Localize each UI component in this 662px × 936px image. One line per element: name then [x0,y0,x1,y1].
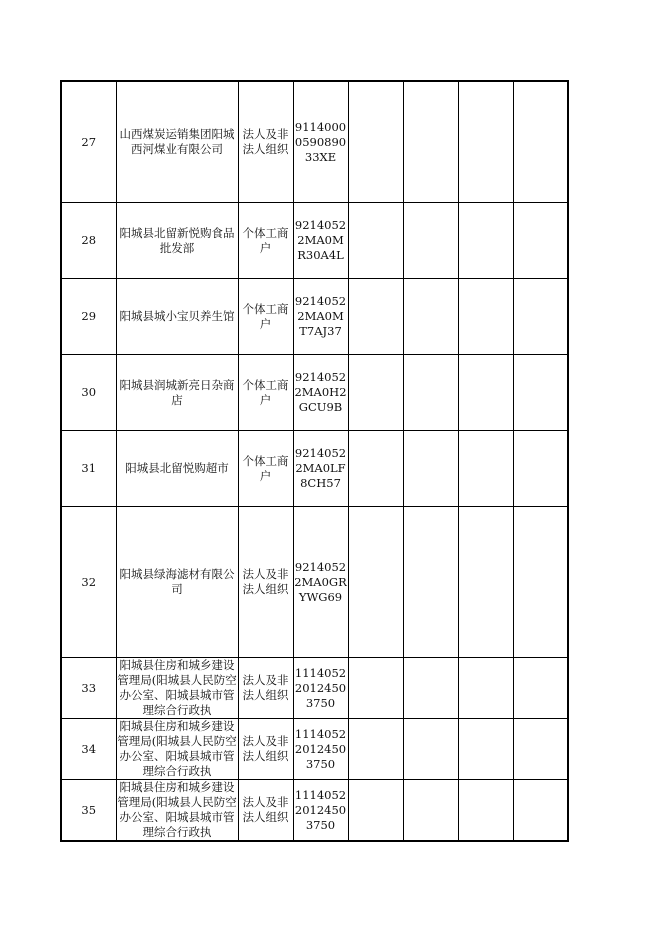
table-row [61,719,568,780]
table-row [61,780,568,842]
empty-cell [403,355,458,431]
empty-cell [458,719,513,780]
entity-type [238,81,293,203]
row-number [61,203,116,279]
empty-cell [513,431,568,507]
entity-type-text: 法人及非法人组织 [242,127,289,156]
entity-type [238,507,293,658]
entity-name-text: 阳城县北留悦购超市 [125,461,229,475]
row-number-text: 29 [81,309,97,323]
credit-code [293,279,348,355]
entity-type [238,203,293,279]
credit-code-text: 91140000590890 33XE [294,119,347,164]
empty-cell [348,431,403,507]
empty-cell [458,81,513,203]
row-number [61,355,116,431]
entity-type-text: 个体工商户 [242,377,289,407]
empty-cell [403,658,458,719]
empty-cell [348,279,403,355]
empty-cell [458,780,513,842]
credit-code-text: 92140522MA0LF8CH57 [294,446,347,490]
table-row [61,203,568,279]
entity-type-text: 个体工商户 [242,301,289,331]
credit-code-text: 92140522MA0H2GCU9B [294,370,347,414]
empty-cell [513,203,568,279]
credit-code [293,431,348,507]
entity-name-text: 阳城县住房和城乡建设管理局(阳城县人民防空办公室、阳城县城市管理综合行政执 [117,780,237,839]
empty-cell [513,279,568,355]
entity-name-text: 阳城县住房和城乡建设管理局(阳城县人民防空办公室、阳城县城市管理综合行政执 [117,719,237,778]
empty-cell [513,658,568,719]
credit-code-text: 92140522MA0MT7AJ37 [294,294,347,338]
table-row [61,279,568,355]
row-number-text: 27 [81,134,97,149]
credit-code-text: 92140522MA0GRYWG69 [294,559,347,604]
empty-cell [513,81,568,203]
credit-code [293,81,348,203]
empty-cell [348,355,403,431]
table-row [61,81,568,203]
row-number [61,81,116,203]
entity-name [116,719,238,780]
empty-cell [513,355,568,431]
empty-cell [348,780,403,842]
entity-name-text: 阳城县城小宝贝养生馆 [119,309,235,323]
empty-cell [403,203,458,279]
row-number [61,507,116,658]
row-number-text: 32 [81,574,97,589]
row-number [61,658,116,719]
entity-type [238,355,293,431]
entity-name [116,355,238,431]
row-number [61,279,116,355]
record-table [60,80,569,842]
empty-cell [403,279,458,355]
row-number [61,719,116,780]
empty-cell [513,719,568,780]
credit-code [293,658,348,719]
empty-cell [458,203,513,279]
entity-type-text: 个体工商户 [242,453,289,483]
empty-cell [513,507,568,658]
credit-code [293,355,348,431]
entity-type [238,658,293,719]
empty-cell [348,203,403,279]
credit-code [293,203,348,279]
entity-name [116,279,238,355]
entity-name [116,203,238,279]
credit-code-text: 11140522012450 3750 [294,787,347,832]
empty-cell [403,507,458,658]
entity-type-text: 法人及非法人组织 [242,795,289,824]
empty-cell [458,355,513,431]
empty-cell [458,507,513,658]
row-number-text: 35 [81,802,97,817]
entity-type [238,431,293,507]
table-row [61,355,568,431]
entity-name [116,780,238,842]
row-number-text: 34 [81,741,97,756]
entity-type-text: 法人及非法人组织 [242,567,289,596]
empty-cell [348,658,403,719]
empty-cell [458,279,513,355]
empty-cell [513,780,568,842]
credit-code [293,719,348,780]
row-number-text: 33 [81,680,97,695]
entity-name [116,81,238,203]
credit-code-text: 11140522012450 3750 [294,726,347,771]
row-number-text: 31 [81,461,97,475]
credit-code [293,507,348,658]
row-number-text: 28 [81,233,97,247]
entity-type-text: 法人及非法人组织 [242,673,289,702]
row-number-text: 30 [81,385,97,399]
credit-code-text: 92140522MA0MR30A4L [294,218,347,262]
entity-type-text: 法人及非法人组织 [242,734,289,763]
credit-code [293,780,348,842]
empty-cell [458,431,513,507]
empty-cell [403,719,458,780]
entity-name-text: 山西煤炭运销集团阳城西河煤业有限公司 [119,127,235,156]
empty-cell [348,507,403,658]
entity-type-text: 个体工商户 [242,225,289,255]
empty-cell [403,780,458,842]
table-row [61,431,568,507]
entity-name [116,431,238,507]
entity-name-text: 阳城县润城新亮日杂商店 [119,377,235,407]
entity-type [238,780,293,842]
entity-name [116,507,238,658]
entity-name-text: 阳城县北留新悦购食品批发部 [119,225,235,255]
entity-name-text: 阳城县绿海滤材有限公司 [119,567,235,596]
empty-cell [403,431,458,507]
table-row [61,658,568,719]
table-row [61,507,568,658]
empty-cell [348,81,403,203]
row-number [61,780,116,842]
empty-cell [458,658,513,719]
credit-code-text: 11140522012450 3750 [294,665,347,710]
row-number [61,431,116,507]
entity-name-text: 阳城县住房和城乡建设管理局(阳城县人民防空办公室、阳城县城市管理综合行政执 [117,658,237,717]
entity-type [238,719,293,780]
empty-cell [403,81,458,203]
entity-name [116,658,238,719]
empty-cell [348,719,403,780]
entity-type [238,279,293,355]
